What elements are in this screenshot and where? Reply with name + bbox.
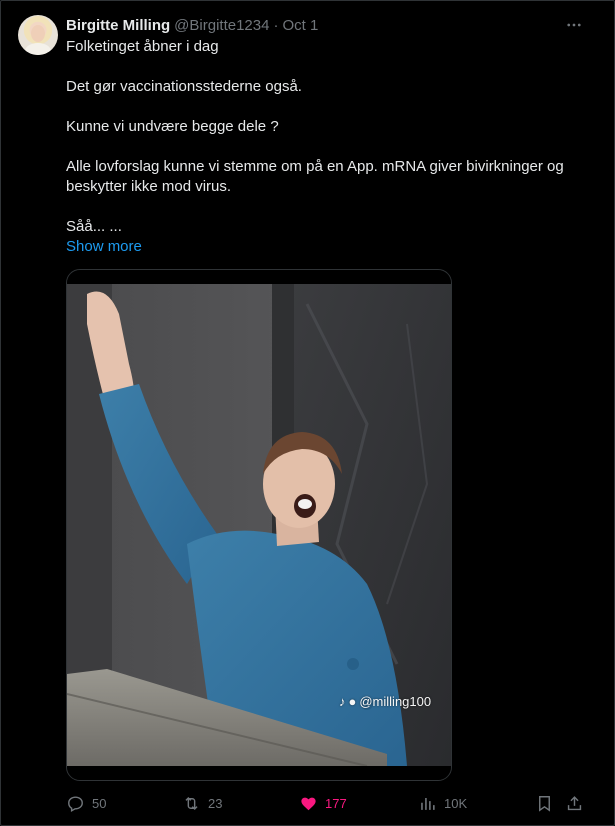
tweet-text-line: Det gør vaccinationsstederne også. xyxy=(66,78,302,95)
like-button[interactable] xyxy=(299,790,347,816)
reply-count: 50 xyxy=(92,795,107,811)
tweet-header xyxy=(66,15,318,35)
views-button[interactable] xyxy=(418,790,467,816)
views-count: 10K xyxy=(444,795,468,811)
tweet-date[interactable]: Oct 1 xyxy=(282,16,319,34)
separator: · xyxy=(273,16,279,34)
bookmark-icon xyxy=(535,794,554,813)
share-button[interactable] xyxy=(565,790,584,816)
like-count: 177 xyxy=(325,795,347,811)
watermark-handle: @milling100 xyxy=(359,694,432,709)
repost-button[interactable] xyxy=(182,790,222,816)
tweet-text xyxy=(66,37,586,237)
tweet-text-line: Kunne vi undvære begge dele ? xyxy=(66,118,279,135)
media-watermark xyxy=(339,694,431,709)
show-more-link[interactable]: Show more xyxy=(66,238,142,255)
avatar[interactable] xyxy=(18,15,58,55)
tweet-text-line: Såå... ... xyxy=(66,218,122,235)
more-dots-icon xyxy=(565,16,583,34)
analytics-icon xyxy=(418,794,437,813)
tweet-actions xyxy=(0,790,615,816)
more-options-button[interactable] xyxy=(563,14,585,36)
share-icon xyxy=(565,794,584,813)
tweet-text-line: Folketinget åbner i dag xyxy=(66,38,219,55)
tiktok-icon: ♪ xyxy=(339,694,346,709)
author-handle[interactable]: @Birgitte1234 xyxy=(174,16,270,34)
tweet-text-line: Alle lovforslag kunne vi stemme om på en App. mRNA giver bivirkninger og beskytter ikke mod virus. xyxy=(66,158,564,195)
tweet-media[interactable] xyxy=(66,269,452,781)
reply-button[interactable] xyxy=(66,790,106,816)
person-icon: ● xyxy=(348,694,357,709)
repost-icon xyxy=(182,794,201,813)
bookmark-button[interactable] xyxy=(535,790,554,816)
heart-icon xyxy=(299,794,318,813)
author-name[interactable]: Birgitte Milling xyxy=(66,16,171,34)
reply-icon xyxy=(66,794,85,813)
repost-count: 23 xyxy=(208,795,223,811)
